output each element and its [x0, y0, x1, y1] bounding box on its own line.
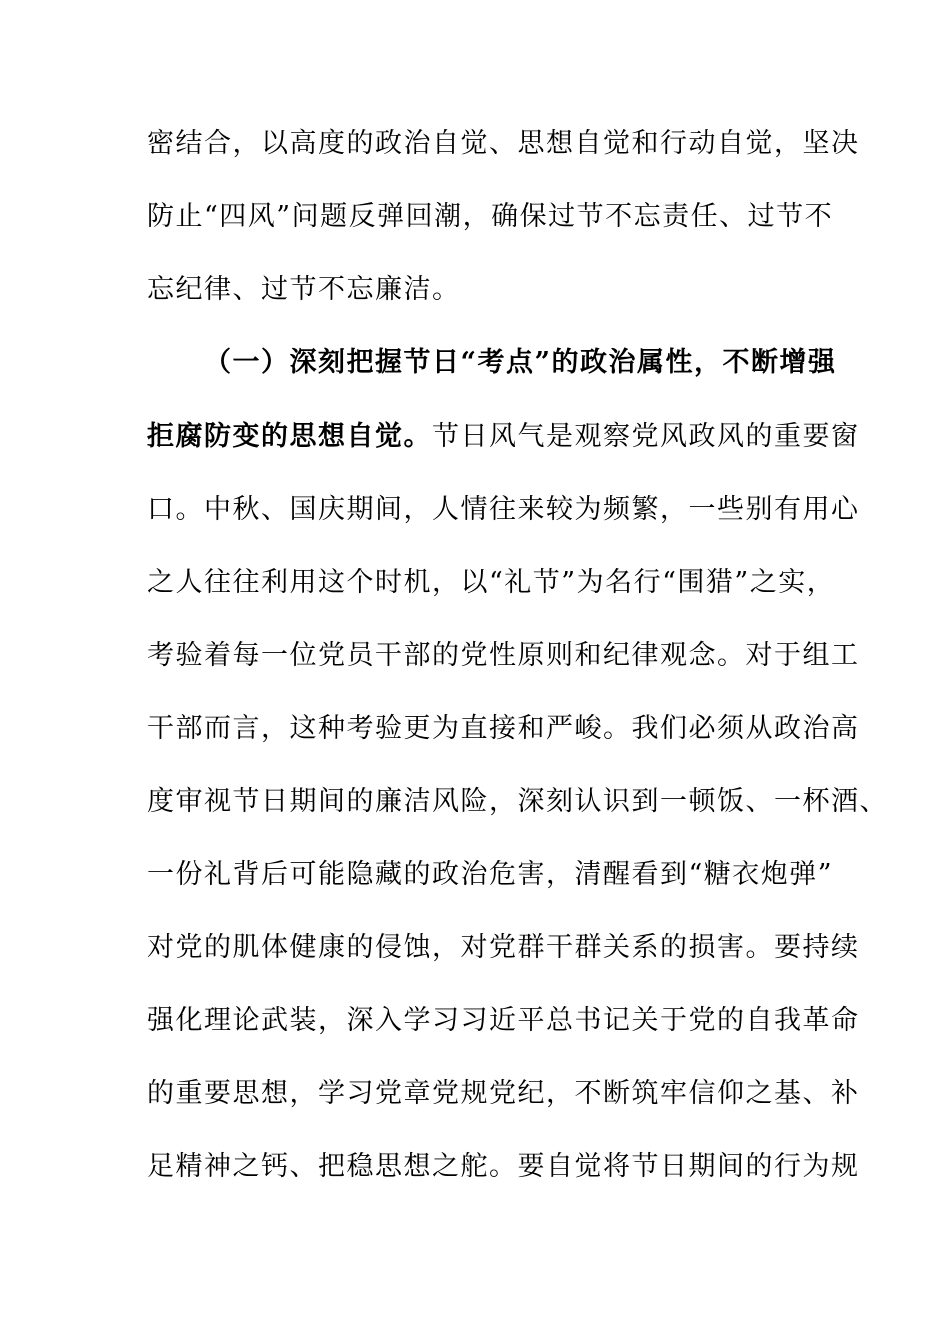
paragraph-line: 考验着每一位党员干部的党性原则和纪律观念。对于组工	[147, 640, 860, 671]
paragraph-line: 强化理论武装，深入学习习近平总书记关于党的自我革命	[147, 1005, 860, 1036]
paragraph-line: 干部而言，这种考验更为直接和严峻。我们必须从政治高	[147, 713, 860, 744]
section-heading-continuation: 拒腐防变的思想自觉。	[147, 421, 432, 452]
paragraph-line: 口。中秋、国庆期间，人情往来较为频繁，一些别有用心	[147, 494, 860, 525]
paragraph-line: 一份礼背后可能隐藏的政治危害，清醒看到“糖衣炮弹”	[147, 859, 834, 890]
section-heading: （一）深刻把握节日“考点”的政治属性，不断增强	[204, 347, 837, 378]
paragraph-line: 度审视节日期间的廉洁风险，深刻认识到一顿饭、一杯酒、	[147, 786, 888, 817]
paragraph-line: 密结合，以高度的政治自觉、思想自觉和行动自觉，坚决	[147, 128, 860, 159]
paragraph-line: 之人往往利用这个时机，以“礼节”为名行“围猎”之实，	[147, 567, 836, 598]
paragraph-line: 的重要思想，学习党章党规党纪，不断筑牢信仰之基、补	[147, 1078, 860, 1109]
paragraph-line: 防止“四风”问题反弹回潮，确保过节不忘责任、过节不	[147, 201, 834, 232]
paragraph-text: 节日风气是观察党风政风的重要窗	[432, 421, 860, 452]
paragraph-line: 忘纪律、过节不忘廉洁。	[147, 274, 461, 305]
paragraph-line: 对党的肌体健康的侵蚀，对党群干群关系的损害。要持续	[147, 932, 860, 963]
paragraph-line	[147, 419, 860, 455]
paragraph-line: 足精神之钙、把稳思想之舵。要自觉将节日期间的行为规	[147, 1151, 860, 1182]
